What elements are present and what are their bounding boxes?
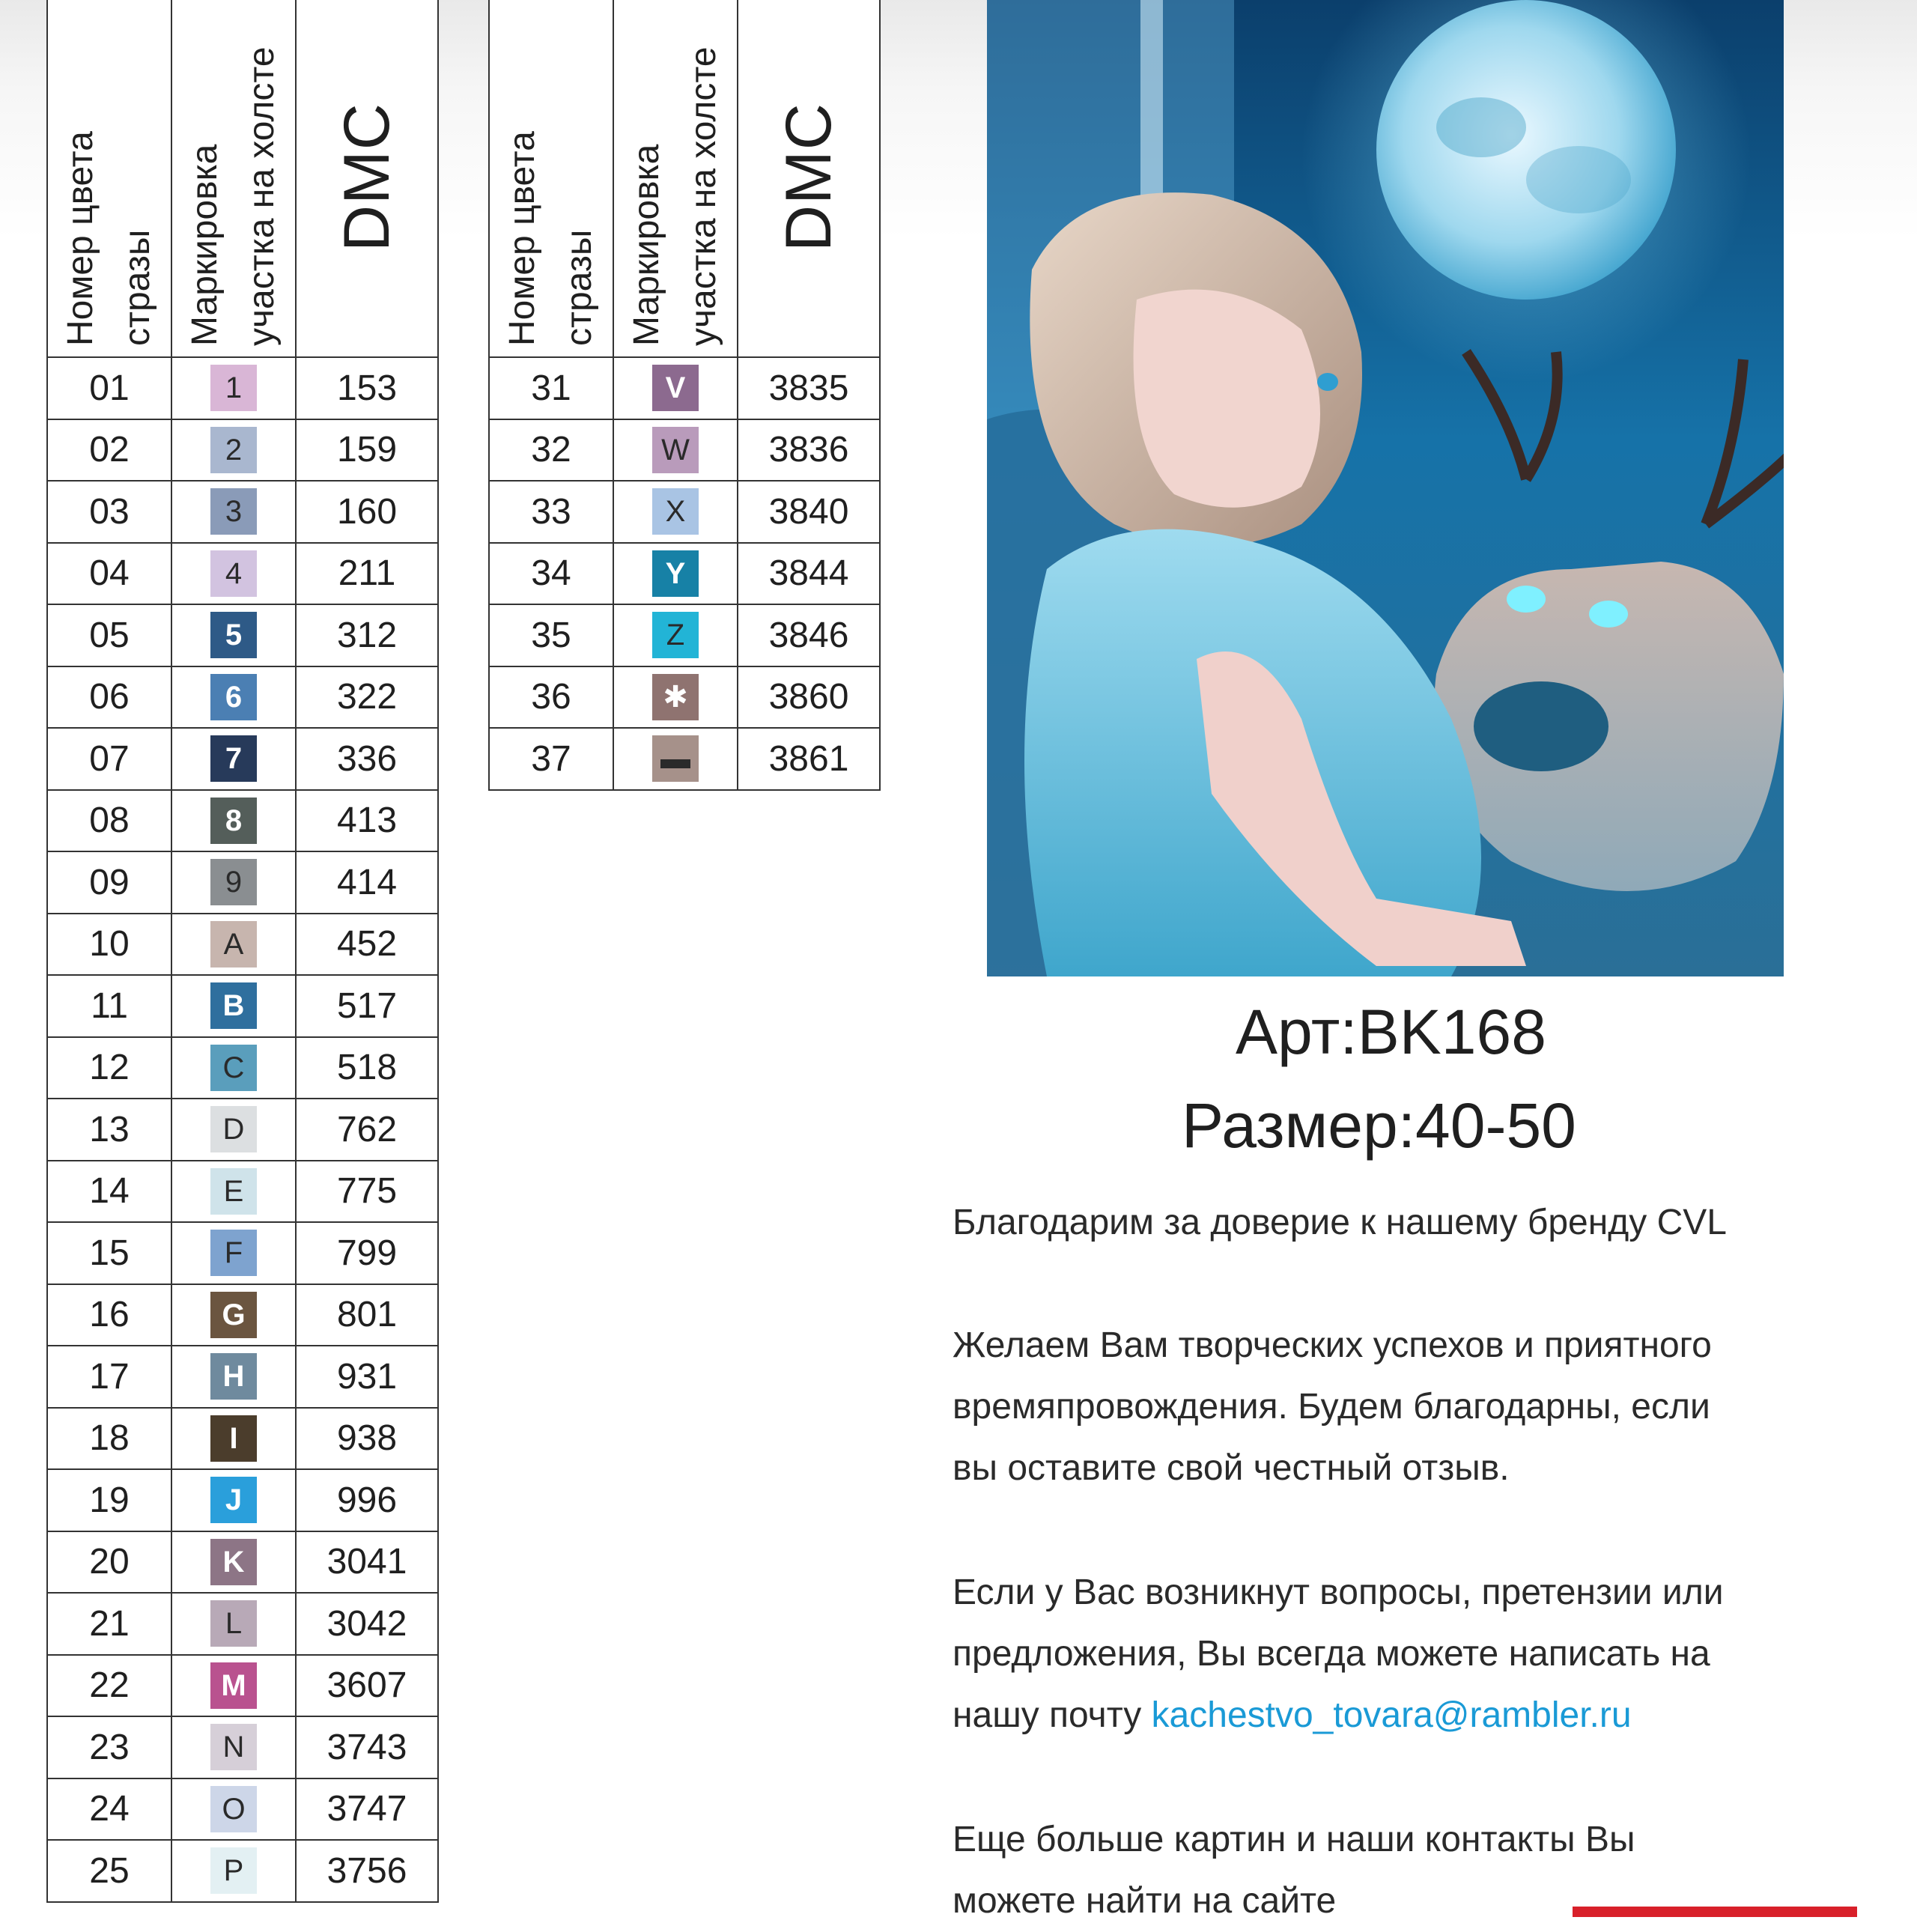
moon	[1376, 0, 1676, 300]
color-swatch: D	[210, 1106, 257, 1152]
legend-row	[47, 1778, 438, 1841]
header-color-number-line1: Номер цвета	[502, 131, 542, 346]
dmc-code-cell: 3836	[738, 419, 880, 482]
header-canvas-mark-line1: Маркировка	[627, 144, 666, 346]
wish-line-3: вы оставите свой честный отзыв.	[953, 1448, 1510, 1488]
moon-crater	[1436, 97, 1526, 157]
color-swatch: Y	[652, 550, 699, 597]
color-swatch: M	[210, 1662, 257, 1709]
dmc-code-cell: 762	[296, 1099, 438, 1161]
dmc-code-cell: 3747	[296, 1778, 438, 1841]
dmc-code-cell: 3041	[296, 1531, 438, 1594]
color-number-cell: 34	[489, 543, 613, 605]
dmc-code-cell: 3607	[296, 1655, 438, 1717]
product-image	[987, 0, 1784, 976]
header-dmc-label: DMC	[773, 103, 845, 252]
canvas-mark-cell	[171, 1840, 296, 1902]
color-swatch: Z	[652, 612, 699, 658]
color-swatch: 3	[210, 488, 257, 535]
dmc-code-cell: 775	[296, 1161, 438, 1223]
canvas-mark-cell	[171, 604, 296, 666]
color-swatch: 9	[210, 859, 257, 905]
legend-rows-left	[47, 357, 438, 1902]
dmc-code-cell: 414	[296, 851, 438, 914]
legend-row	[47, 728, 438, 790]
canvas-mark-cell	[171, 728, 296, 790]
canvas-mark-cell	[613, 357, 738, 419]
dmc-code-cell: 159	[296, 419, 438, 482]
color-swatch: 7	[210, 735, 257, 782]
dmc-code-cell: 3042	[296, 1593, 438, 1655]
canvas-mark-cell	[171, 1346, 296, 1408]
product-illustration	[987, 0, 1784, 976]
dmc-code-cell: 938	[296, 1408, 438, 1470]
legend-row	[47, 1840, 438, 1902]
color-legend-table-left	[46, 0, 439, 1903]
dmc-code-cell: 322	[296, 666, 438, 729]
color-number-cell: 19	[47, 1469, 171, 1531]
dmc-code-cell: 160	[296, 481, 438, 543]
legend-row	[47, 1716, 438, 1778]
wish-line-2: времяпровождения. Будем благодарны, если	[953, 1387, 1710, 1427]
legend-row	[47, 1469, 438, 1531]
dmc-code-cell: 3860	[738, 666, 880, 729]
color-swatch: W	[652, 427, 699, 473]
canvas-mark-cell	[613, 728, 738, 790]
legend-row	[489, 604, 880, 666]
color-number-cell: 05	[47, 604, 171, 666]
color-number-cell: 08	[47, 790, 171, 852]
canvas-mark-cell	[171, 666, 296, 729]
dmc-code-cell: 3840	[738, 481, 880, 543]
header-color-number	[47, 0, 171, 357]
canvas-mark-cell	[171, 1531, 296, 1594]
dmc-code-cell: 801	[296, 1284, 438, 1346]
header-color-number	[489, 0, 613, 357]
dmc-code-cell: 517	[296, 975, 438, 1037]
color-swatch: H	[210, 1353, 257, 1400]
canvas-mark-cell	[171, 1222, 296, 1284]
color-swatch: G	[210, 1292, 257, 1338]
color-number-cell: 04	[47, 543, 171, 605]
header-canvas-mark	[171, 0, 296, 357]
legend-row	[47, 1099, 438, 1161]
dmc-code-cell: 3846	[738, 604, 880, 666]
canvas-mark-cell	[171, 851, 296, 914]
legend-row	[47, 543, 438, 605]
legend-header-row	[47, 0, 438, 357]
legend-rows-right	[489, 357, 880, 790]
legend-row	[489, 419, 880, 482]
canvas-mark-cell	[613, 604, 738, 666]
color-number-cell: 24	[47, 1778, 171, 1841]
color-swatch: X	[652, 488, 699, 535]
legend-row	[489, 357, 880, 419]
color-swatch: I	[210, 1415, 257, 1462]
canvas-mark-cell	[171, 1778, 296, 1841]
color-number-cell: 14	[47, 1161, 171, 1223]
dmc-code-cell: 413	[296, 790, 438, 852]
legend-row	[47, 1655, 438, 1717]
legend-row	[47, 790, 438, 852]
header-color-number-line1: Номер цвета	[61, 131, 100, 346]
legend-row	[47, 419, 438, 482]
canvas-mark-cell	[171, 1655, 296, 1717]
canvas-mark-cell	[171, 1161, 296, 1223]
legend-row	[489, 543, 880, 605]
color-swatch: C	[210, 1045, 257, 1091]
deer-eye	[1507, 586, 1546, 613]
color-number-cell: 31	[489, 357, 613, 419]
canvas-mark-cell	[171, 1037, 296, 1099]
header-canvas-mark-line2: участка на холсте	[684, 46, 723, 346]
legend-header-row	[489, 0, 880, 357]
color-number-cell: 17	[47, 1346, 171, 1408]
canvas-mark-cell	[171, 1099, 296, 1161]
dmc-code-cell: 3844	[738, 543, 880, 605]
color-number-cell: 12	[47, 1037, 171, 1099]
thanks-line: Благодарим за доверие к нашему бренду CVL	[953, 1203, 1727, 1242]
canvas-mark-cell	[613, 419, 738, 482]
color-number-cell: 20	[47, 1531, 171, 1594]
canvas-mark-cell	[171, 481, 296, 543]
color-swatch: ✱	[652, 674, 699, 720]
header-canvas-mark-line1: Маркировка	[185, 144, 225, 346]
dmc-code-cell: 931	[296, 1346, 438, 1408]
header-dmc	[738, 0, 880, 357]
color-swatch: K	[210, 1539, 257, 1585]
legend-row	[47, 1346, 438, 1408]
legend-row	[47, 1408, 438, 1470]
dmc-code-cell: 153	[296, 357, 438, 419]
header-color-number-line2: стразы	[118, 229, 157, 346]
legend-row	[47, 1222, 438, 1284]
dmc-code-cell: 3861	[738, 728, 880, 790]
legend-row	[47, 851, 438, 914]
color-swatch: V	[652, 365, 699, 411]
color-number-cell: 25	[47, 1840, 171, 1902]
canvas-mark-cell	[171, 790, 296, 852]
canvas-mark-cell	[171, 1408, 296, 1470]
canvas-mark-cell	[171, 1284, 296, 1346]
deer-nose	[1474, 681, 1608, 771]
color-number-cell: 11	[47, 975, 171, 1037]
legend-row	[47, 1161, 438, 1223]
deer-eye	[1589, 601, 1628, 628]
canvas-mark-cell	[171, 1593, 296, 1655]
color-number-cell: 15	[47, 1222, 171, 1284]
color-number-cell: 18	[47, 1408, 171, 1470]
canvas-mark-cell	[613, 481, 738, 543]
color-swatch: 6	[210, 674, 257, 720]
canvas-mark-cell	[171, 357, 296, 419]
legend-row	[47, 1593, 438, 1655]
color-number-cell: 03	[47, 481, 171, 543]
canvas-mark-cell	[171, 419, 296, 482]
header-dmc	[296, 0, 438, 357]
color-swatch: F	[210, 1230, 257, 1276]
color-swatch: B	[210, 982, 257, 1029]
wish-paragraph	[953, 1315, 1896, 1499]
header-color-number-line2: стразы	[559, 229, 599, 346]
canvas-mark-cell	[171, 543, 296, 605]
dmc-code-cell: 452	[296, 914, 438, 976]
canvas-mark-cell	[613, 666, 738, 729]
color-number-cell: 02	[47, 419, 171, 482]
color-legend-table-right	[488, 0, 881, 791]
color-swatch: 5	[210, 612, 257, 658]
dmc-code-cell: 3756	[296, 1840, 438, 1902]
questions-line-2: предложения, Вы всегда можете написать на	[953, 1634, 1710, 1674]
color-number-cell: 33	[489, 481, 613, 543]
color-number-cell: 22	[47, 1655, 171, 1717]
color-number-cell: 01	[47, 357, 171, 419]
color-number-cell: 36	[489, 666, 613, 729]
article-number: Арт:BK168	[1236, 997, 1546, 1067]
dmc-code-cell: 996	[296, 1469, 438, 1531]
more-line-2: можете найти на сайте	[953, 1881, 1337, 1921]
color-swatch: J	[210, 1477, 257, 1523]
color-swatch: O	[210, 1786, 257, 1832]
moon-crater	[1526, 146, 1631, 213]
canvas-mark-cell	[613, 543, 738, 605]
legend-row	[47, 1037, 438, 1099]
legend-row	[47, 914, 438, 976]
legend-row	[47, 1531, 438, 1594]
color-swatch: N	[210, 1724, 257, 1770]
color-swatch: A	[210, 921, 257, 967]
legend-row	[489, 481, 880, 543]
canvas-mark-cell	[171, 975, 296, 1037]
product-size: Размер:40-50	[1182, 1090, 1576, 1161]
dmc-code-cell: 312	[296, 604, 438, 666]
legend-row	[47, 357, 438, 419]
header-canvas-mark-line2: участка на холсте	[242, 46, 282, 346]
color-swatch: 8	[210, 798, 257, 844]
legend-row	[47, 481, 438, 543]
questions-line-3-text: нашу почту	[953, 1695, 1152, 1735]
dmc-code-cell: 518	[296, 1037, 438, 1099]
canvas-mark-cell	[171, 914, 296, 976]
dmc-code-cell: 211	[296, 543, 438, 605]
questions-line-1: Если у Вас возникнут вопросы, претензии или	[953, 1573, 1724, 1612]
color-swatch: ▬	[652, 735, 699, 782]
color-number-cell: 06	[47, 666, 171, 729]
girl-eye	[1317, 373, 1338, 391]
legend-row	[47, 604, 438, 666]
header-canvas-mark	[613, 0, 738, 357]
thanks-paragraph	[953, 1192, 1896, 1254]
color-swatch: 2	[210, 427, 257, 473]
legend-row	[47, 1284, 438, 1346]
support-email-link[interactable]: kachestvo_tovara@rambler.ru	[1151, 1695, 1632, 1735]
color-number-cell: 23	[47, 1716, 171, 1778]
color-swatch: 1	[210, 365, 257, 411]
color-number-cell: 13	[47, 1099, 171, 1161]
canvas-mark-cell	[171, 1716, 296, 1778]
color-swatch: 4	[210, 550, 257, 597]
color-swatch: E	[210, 1168, 257, 1215]
color-number-cell: 35	[489, 604, 613, 666]
color-number-cell: 07	[47, 728, 171, 790]
legend-row	[489, 728, 880, 790]
legend-row	[489, 666, 880, 729]
header-dmc-label: DMC	[331, 103, 403, 252]
wish-line-1: Желаем Вам творческих успехов и приятного	[953, 1325, 1712, 1365]
questions-paragraph	[953, 1562, 1896, 1746]
color-swatch: L	[210, 1600, 257, 1647]
color-swatch: P	[210, 1847, 257, 1894]
color-number-cell: 21	[47, 1593, 171, 1655]
dmc-code-cell: 336	[296, 728, 438, 790]
dmc-code-cell: 799	[296, 1222, 438, 1284]
questions-line-3	[953, 1685, 1896, 1746]
color-number-cell: 09	[47, 851, 171, 914]
color-number-cell: 10	[47, 914, 171, 976]
brand-logo-fragment	[1573, 1907, 1857, 1917]
legend-row	[47, 666, 438, 729]
color-number-cell: 37	[489, 728, 613, 790]
more-line-1: Еще больше картин и наши контакты Вы	[953, 1820, 1635, 1859]
canvas-mark-cell	[171, 1469, 296, 1531]
legend-row	[47, 975, 438, 1037]
dmc-code-cell: 3835	[738, 357, 880, 419]
color-number-cell: 16	[47, 1284, 171, 1346]
color-number-cell: 32	[489, 419, 613, 482]
dmc-code-cell: 3743	[296, 1716, 438, 1778]
